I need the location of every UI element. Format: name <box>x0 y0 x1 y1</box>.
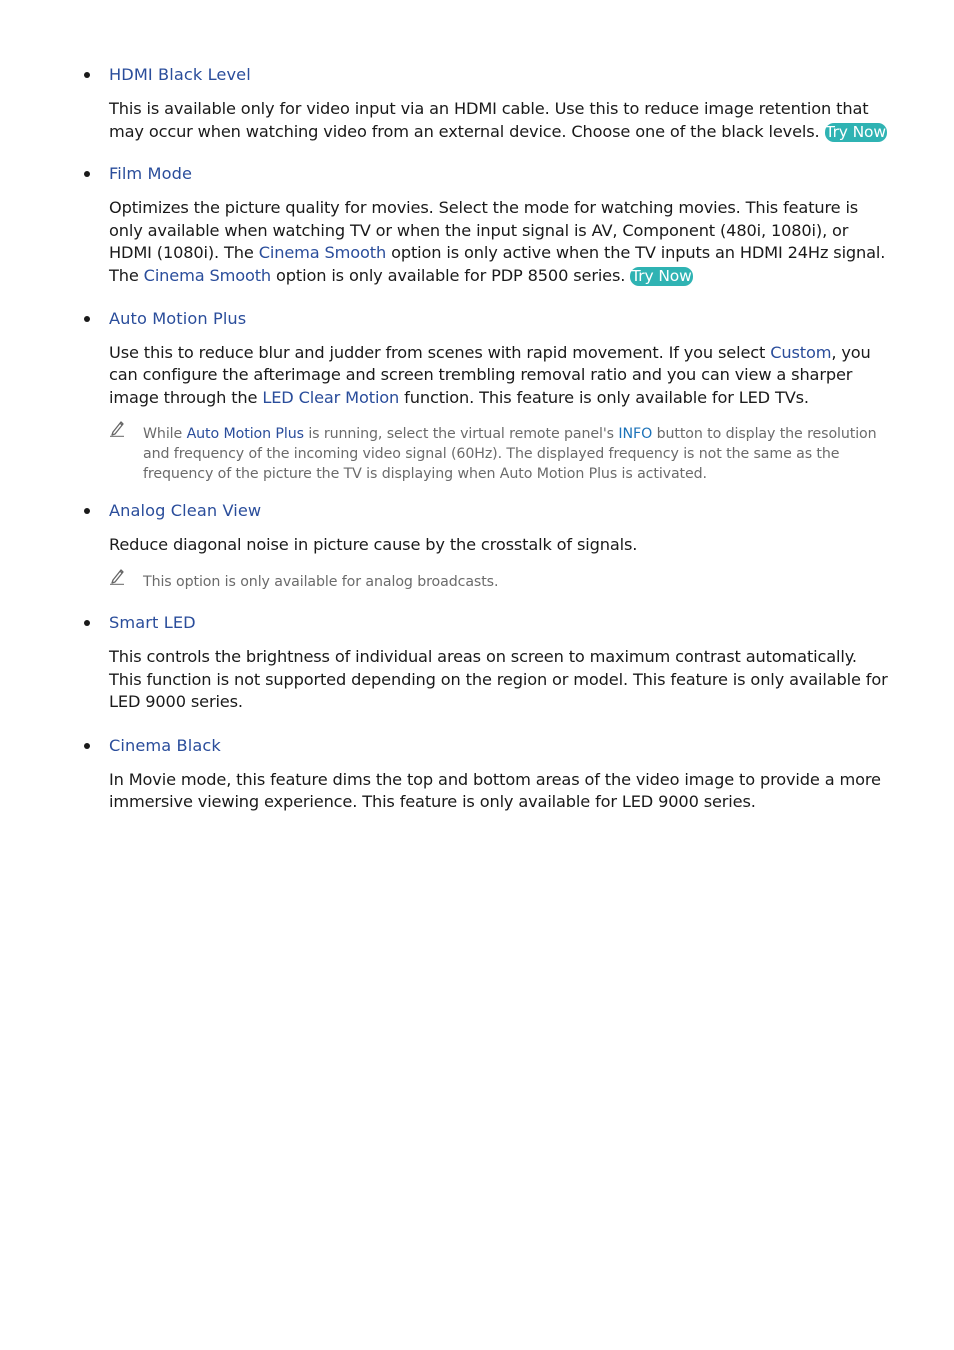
item-body-analog-clean-view: Reduce diagonal noise in picture cause by the crosstalk of signals. <box>109 535 638 555</box>
note-text: is running, select the virtual remote panel's <box>308 426 614 443</box>
keyword-led-clear-motion: LED Clear Motion <box>262 387 400 407</box>
keyword-custom: Custom <box>770 342 832 362</box>
body-text: function. This feature is only available for LED TVs. <box>404 387 809 407</box>
item-title-film-mode: Film Mode <box>109 164 193 184</box>
body-text: , you can configure the afterimage and screen trembling removal ratio and you can view a sharper image through the <box>109 342 871 407</box>
item-body-cinema-black: In Movie mode, this feature dims the top and bottom areas of the video image to provide a more immersive viewing experience. This feature is only available for LED 9000 series. <box>109 769 881 812</box>
try-now-button[interactable]: Try Now <box>825 122 886 141</box>
note-analog-clean-view <box>109 572 889 592</box>
bullet-dot <box>84 316 90 322</box>
item-body-hdmi-black-level <box>109 98 889 143</box>
item-title-auto-motion-plus: Auto Motion Plus <box>109 308 247 328</box>
keyword-cinema-smooth: Cinema Smooth <box>258 243 387 263</box>
list-item-analog-clean-view <box>109 500 889 592</box>
body-text: Use this to reduce blur and judder from scenes with rapid movement. If you select <box>109 342 766 362</box>
keyword-auto-motion-plus: Auto Motion Plus <box>186 426 304 443</box>
list-item-film-mode <box>109 163 889 287</box>
bullet-dot <box>84 72 90 78</box>
item-body-smart-led: This controls the brightness of individual areas on screen to maximum contrast automatically. This function is not supported depending on the region or model. This feature is only available for LED 9000 series. <box>109 646 888 712</box>
note-text: This option is only available for analog broadcasts. <box>143 573 499 590</box>
bullet-dot <box>84 508 90 514</box>
list-item-cinema-black <box>109 735 889 814</box>
keyword-cinema-smooth: Cinema Smooth <box>143 265 272 285</box>
note-auto-motion-plus <box>109 424 889 484</box>
list-item-smart-led <box>109 612 889 714</box>
bullet-dot <box>84 620 90 626</box>
item-title-smart-led: Smart LED <box>109 612 196 632</box>
keyword-info: INFO <box>618 426 653 443</box>
item-title-analog-clean-view: Analog Clean View <box>109 501 262 521</box>
body-text: option is only active when the TV inputs an HDMI 24Hz signal. The <box>109 243 886 285</box>
bullet-dot <box>84 171 90 177</box>
item-title-cinema-black: Cinema Black <box>109 735 221 755</box>
body-text: option is only available for PDP 8500 series. <box>276 265 626 285</box>
item-body-film-mode <box>109 197 889 287</box>
pencil-icon <box>109 567 125 585</box>
pencil-icon <box>109 419 125 437</box>
item-title-hdmi-black-level: HDMI Black Level <box>109 65 251 84</box>
bullet-dot <box>84 743 90 749</box>
list-item-hdmi-black-level <box>109 64 889 143</box>
body-text: This is available only for video input via an HDMI cable. Use this to reduce image retention that may occur when watching video from an external device. Choose one of the black levels. <box>109 99 869 141</box>
try-now-button[interactable]: Try Now <box>631 266 692 285</box>
list-item-auto-motion-plus <box>109 308 889 485</box>
note-text: button to display the resolution and frequency of the incoming video signal (60Hz). The displayed frequency is not the same as the frequency of the picture the TV is displaying when Auto Motion Plus is activated. <box>143 426 877 483</box>
body-text: Optimizes the picture quality for movies. Select the mode for watching movies. This feature is only available when watching TV or when the input signal is AV, Component (480i, 1080i), or HDMI (1080i). The <box>109 198 859 263</box>
note-text: While <box>143 426 183 443</box>
item-body-auto-motion-plus <box>109 342 889 410</box>
